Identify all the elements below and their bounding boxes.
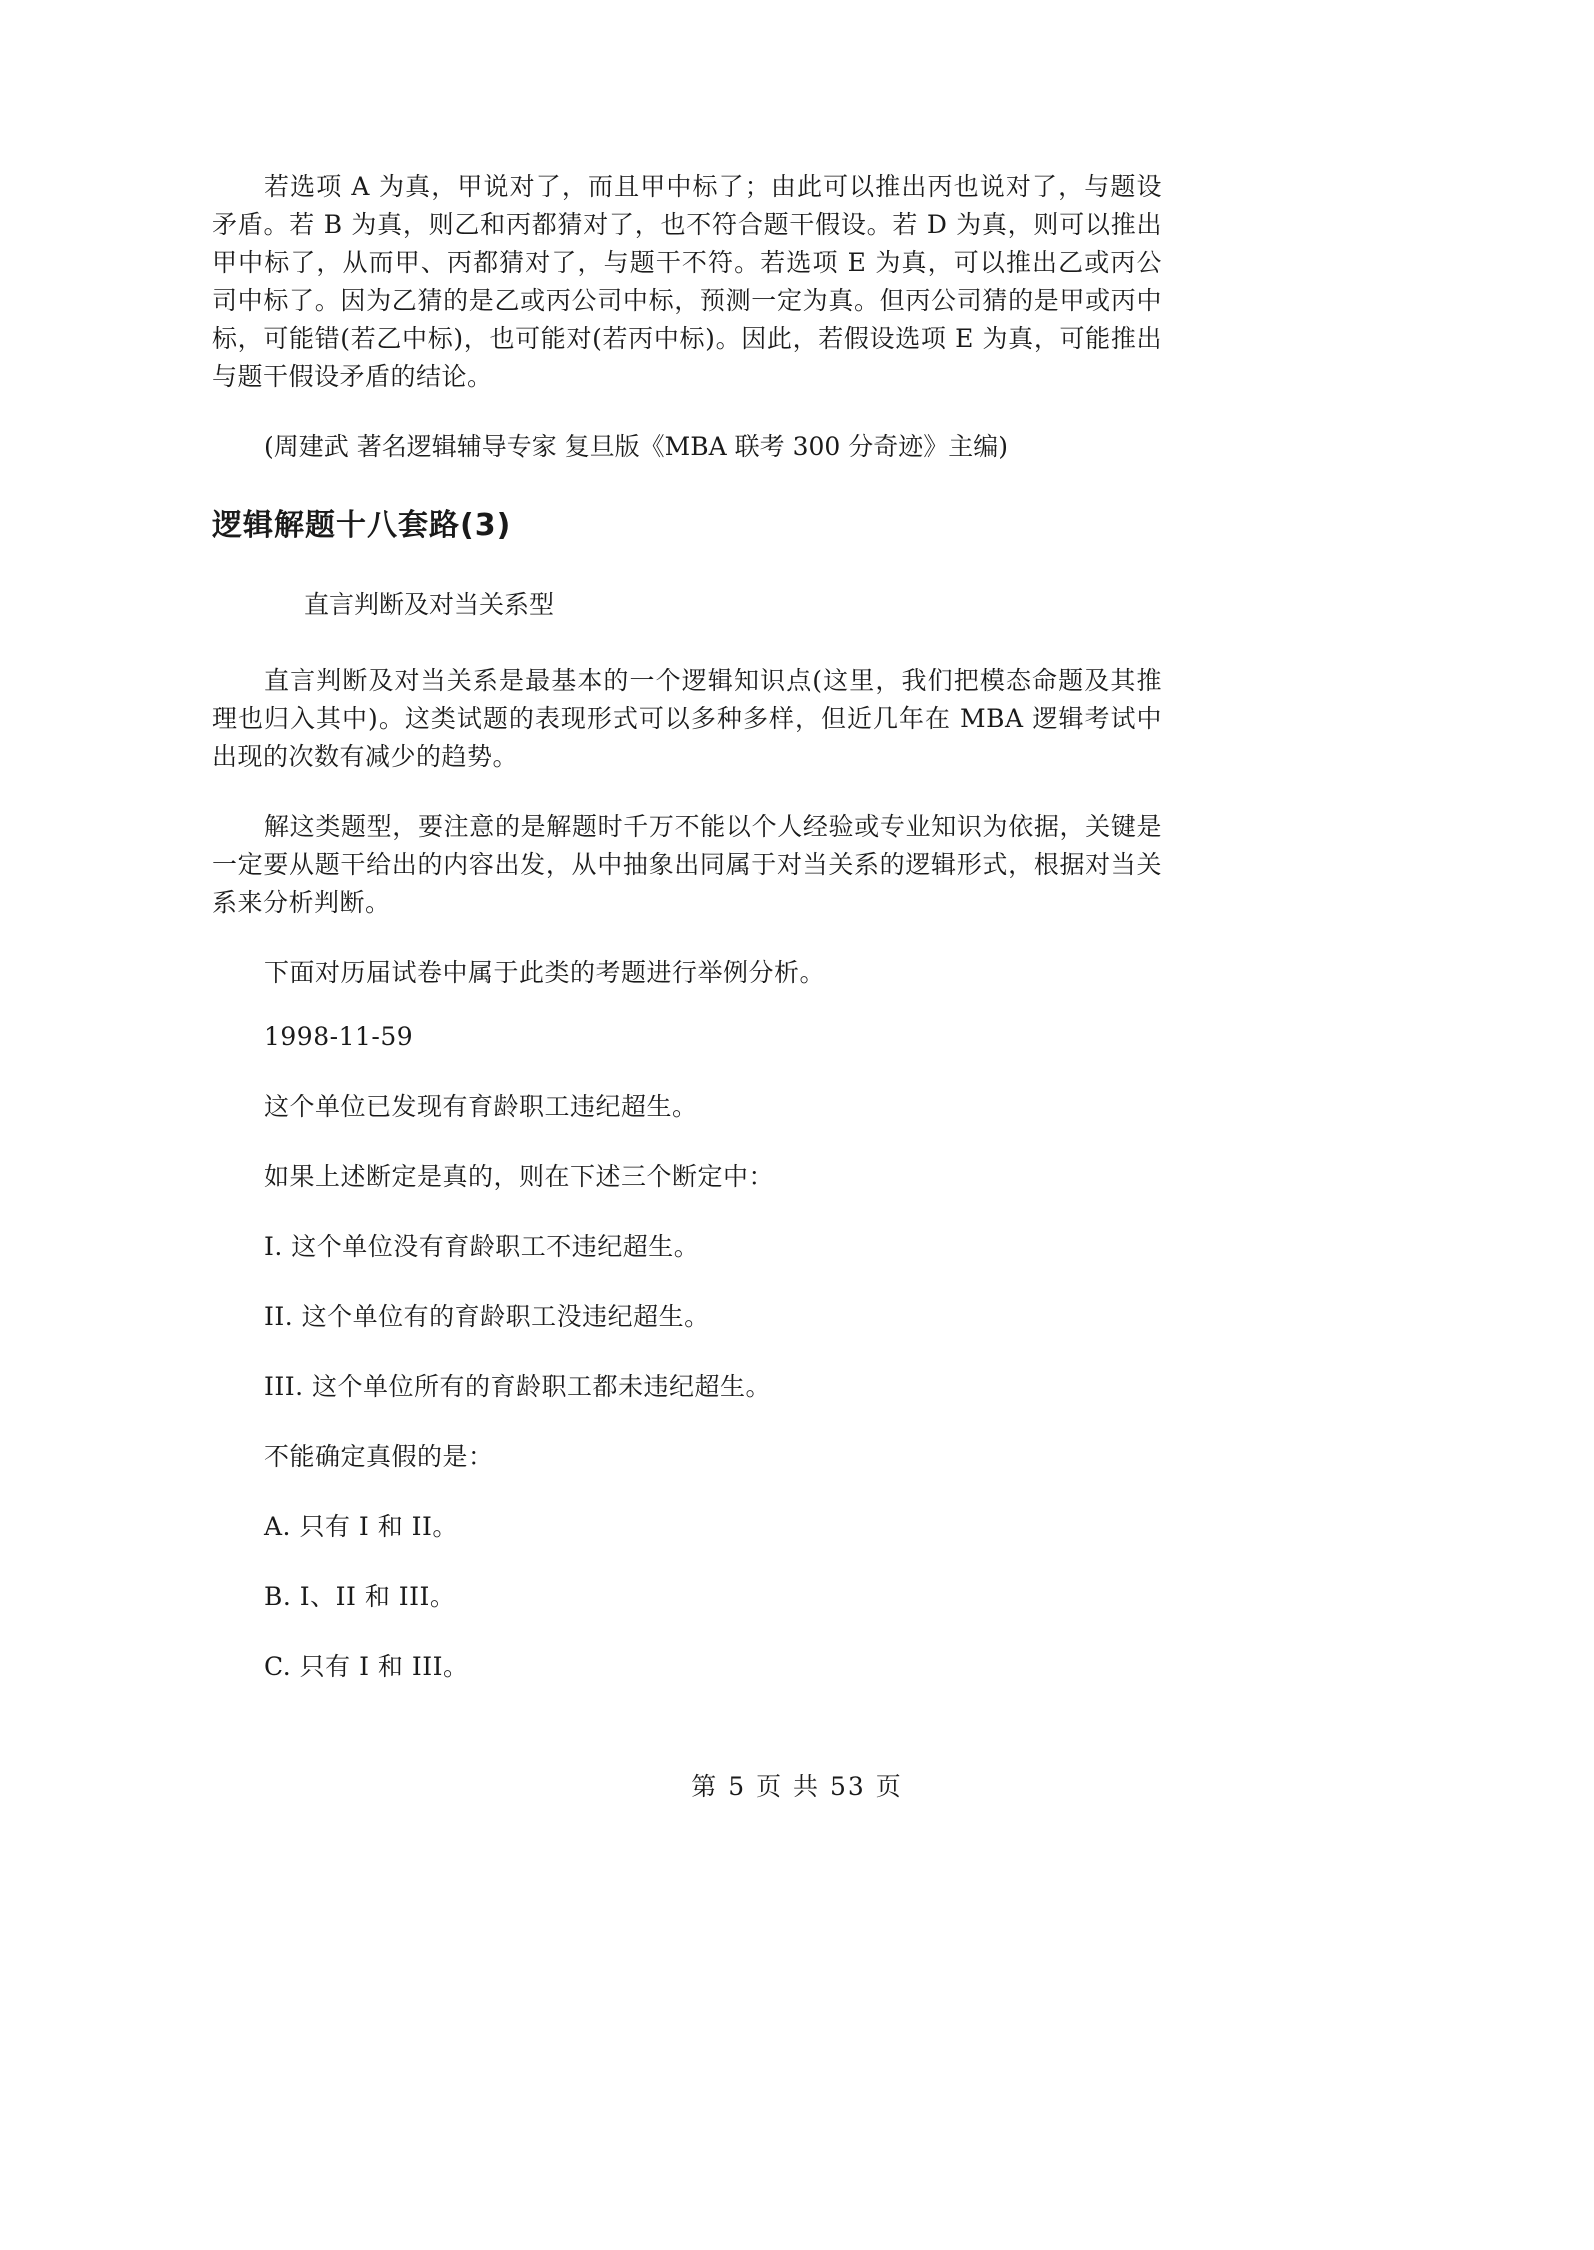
intro-paragraph: 解这类题型，要注意的是解题时千万不能以个人经验或专业知识为依据，关键是一定要从题干给出的内容出发，从中抽象出同属于对当关系的逻辑形式，根据对当关系来分析判断。 [212, 812, 1162, 917]
question-stem: 这个单位已发现有育龄职工违纪超生。 [264, 1092, 698, 1121]
question-id: 1998-11-59 [264, 1022, 414, 1051]
intro-paragraph: 直言判断及对当关系是最基本的一个逻辑知识点(这里，我们把模态命题及其推理也归入其中)。这类试题的表现形式可以多种多样，但近几年在 MBA 逻辑考试中出现的次数有减少的趋势。 [212, 666, 1162, 771]
statement-item: I. 这个单位没有育龄职工不违纪超生。 [264, 1232, 700, 1261]
statement-item: II. 这个单位有的育龄职工没违纪超生。 [264, 1302, 710, 1331]
section-subtitle: 直言判断及对当关系型 [304, 590, 555, 619]
section-title: 逻辑解题十八套路(3) [212, 508, 512, 543]
answer-explanation-paragraph: 若选项 A 为真，甲说对了，而且甲中标了；由此可以推出丙也说对了，与题设矛盾。若 B 为真，则乙和丙都猜对了，也不符合题干假设。若 D 为真，则可以推出甲中标了，从而甲、丙都猜对了，与题干不符。若选项 E 为真，可以推出乙或丙公司中标了。因为乙猜的是乙或丙公司中标，预测一定为真。但丙公司猜的是甲或丙中标，可能错(若乙中标)，也可能对(若丙中标)。因此，若假设选项 E 为真，可能推出与题干假设矛盾的结论。 [212, 172, 1162, 391]
page-content [212, 168, 1162, 1718]
intro-paragraph: 下面对历届试卷中属于此类的考题进行举例分析。 [264, 958, 826, 987]
question-ask: 不能确定真假的是： [264, 1442, 494, 1471]
question-prompt: 如果上述断定是真的，则在下述三个断定中： [264, 1162, 775, 1191]
answer-option: B. I、II 和 III。 [264, 1582, 456, 1611]
answer-option: A. 只有 I 和 II。 [264, 1512, 458, 1541]
page-number-footer: 第 5 页 共 53 页 [691, 1772, 903, 1801]
answer-option: C. 只有 I 和 III。 [264, 1652, 469, 1681]
statement-item: III. 这个单位所有的育龄职工都未违纪超生。 [264, 1372, 772, 1401]
author-citation: (周建武 著名逻辑辅导专家 复旦版《MBA 联考 300 分奇迹》主编) [264, 432, 1008, 461]
